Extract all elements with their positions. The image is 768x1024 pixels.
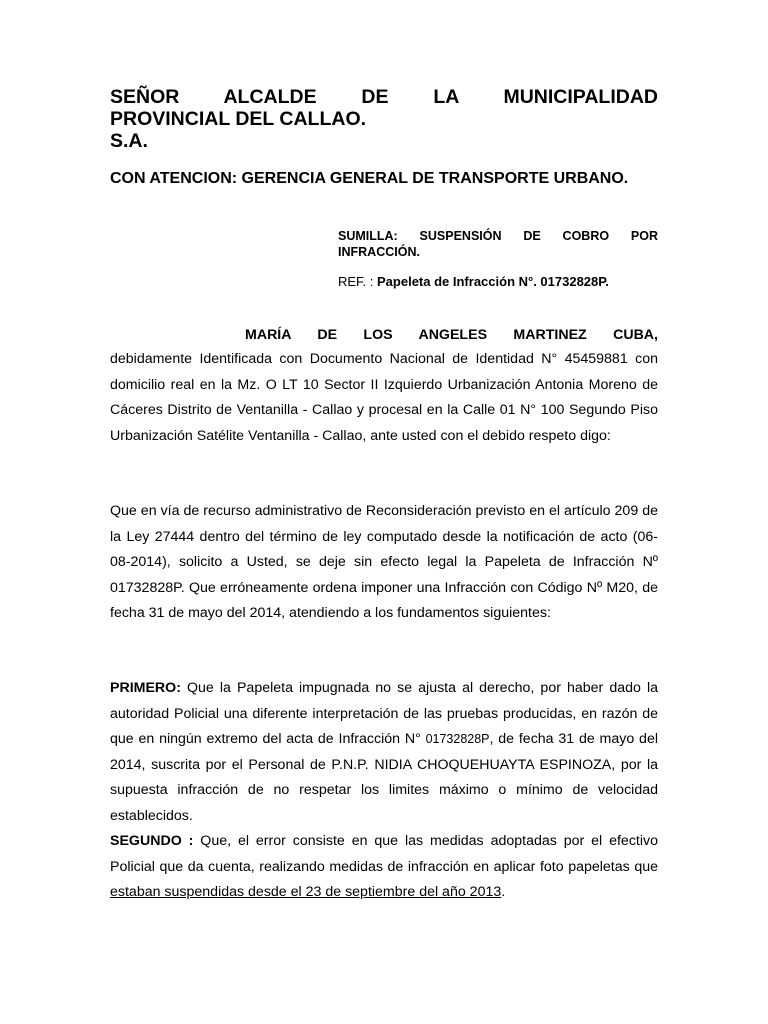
segundo-label: SEGUNDO : [110, 833, 194, 849]
ref-value: Papeleta de Infracción N°. 01732828P. [377, 274, 609, 289]
segundo-text-b: . [501, 884, 506, 900]
segundo-paragraph [110, 829, 658, 906]
attention-line: CON ATENCION: GERENCIA GENERAL DE TRANSPORTE URBANO. [110, 170, 629, 187]
primero-paragraph [110, 676, 658, 829]
ref-prefix: REF. : [338, 274, 378, 289]
primero-text-b: , de fecha 31 de mayo del 2014, suscrita por el Personal de P.N.P. NIDIA CHOQUEHUAYTA ESPINOZA, por la supuesta infracción de no respetar los limites máximo o mínimo de velocidad establecidos. [110, 731, 658, 824]
addressee-line-3: S.A. [110, 130, 148, 152]
primero-text-a: Que la Papeleta impugnada no se ajusta al derecho, por haber dado la autoridad Policial una diferente interpretación de las pruebas producidas, en razón de que en ningún extremo del acta de Infracción N° [110, 680, 658, 747]
segundo-text-a: Que, el error consiste en que las medidas adoptadas por el efectivo Policial que da cuenta, realizando medidas de infracción en aplicar foto papeletas que [110, 833, 658, 875]
addressee-line-1: SEÑOR ALCALDE DE LA MUNICIPALIDAD [110, 86, 658, 108]
intro-paragraph: debidamente Identificada con Documento Nacional de Identidad N° 45459881 con domicilio real en la Mz. O LT 10 Sector II Izquierdo Urbanización Antonia Moreno de Cáceres Distrito de Ventanilla - Callao y procesal en la Calle 01 N° 100 Segundo Piso Urbanización Satélite Ventanilla - Callao, ante usted con el debido respeto digo: [110, 351, 658, 444]
primero-code: 01732828P [425, 732, 490, 746]
reference-line [338, 274, 668, 290]
addressee-line-2: PROVINCIAL DEL CALLAO. [110, 108, 367, 130]
petition-paragraph: Que en vía de recurso administrativo de Reconsideración previsto en el artículo 209 de la Ley 27444 dentro del término de ley computado desde la notificación de acto (06-08-2014), solicito a Usted, se deje sin efecto legal la Papeleta de Infracción Nº 01732828P. Que erróneamente ordena imponer una Infracción con Código Nº M20, de fecha 31 de mayo del 2014, atendiendo a los fundamentos siguientes: [110, 503, 658, 621]
petitioner-name: MARÍA DE LOS ANGELES MARTINEZ CUBA, [245, 327, 658, 343]
sumilla: SUMILLA: SUSPENSIÓN DE COBRO POR INFRACCIÓN. [338, 229, 658, 259]
addressee-block [110, 86, 658, 152]
primero-label: PRIMERO: [110, 680, 181, 696]
segundo-underlined: estaban suspendidas desde el 23 de septiembre del año 2013 [110, 884, 502, 900]
